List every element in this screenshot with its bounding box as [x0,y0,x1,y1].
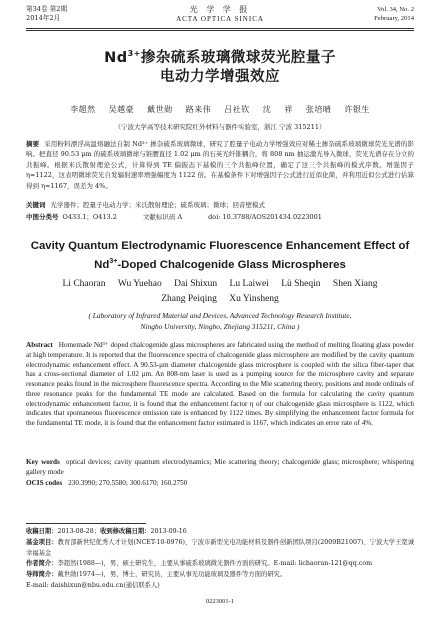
ocis-label: OCIS codes [26,479,63,487]
keywords-cn [26,201,414,210]
abstract-cn-text: 采用粉料漂浮高温熔融法自制 Nd³⁺ 掺杂硫系玻璃微球，研究了腔量子电动力学增强效应对稀土掺杂硫系玻璃微球荧光光谱的影响。把直径 90.53 μm 的硫系玻璃微球与锥腰直径 1.02 μm 的石英光纤锥耦合，将 808 nm 抽运激光导入微球，荧光光谱存在分立的共振峰。根据米氏散射理论公式，计算得到 TE 偏振态下基模的三个共振峰位置，确定了这三个共振峰的模式序数。增强因子 η≈1122，这表明微球荧光自发辐射速率增强幅度为 1122 倍。在基模条件下对增强因子公式进行近似化简，并利用近似公式进行估算得到 η≈1167，误差为 4%。 [26,140,414,190]
keywords-cn-label: 关键词 [26,201,46,209]
title-en-line2: $Nd^{3+}$-Doped Chalcogenide Glass Microspheres [94,258,346,271]
author-name: Li Chaoran [62,279,106,289]
authors-cn: 李超然 吴越豪 戴世勋 路来伟 吕社钦 沈 祥 张培晴 许银生 [70,105,370,114]
keywords-en-text: optical devices; cavity quantum electrodynamics; Mie scattering theory; chalcogenide glass; microsphere; whispering gallery mode [26,458,414,476]
abstract-en [26,341,414,429]
author-name: Wu Yuehao [117,279,162,289]
footnote-fund: 基金项目：教育部新世纪优秀人才计划(NCET-10-0976)、宁波市新型光电功能材料及器件创新团队项目(2009B21007)、宁波大学王宽诚幸福基金 [26,538,415,557]
keywords-en [26,458,414,478]
author-name: Zhang Peiqing [161,293,217,304]
journal-name-cn: 光 学 学 报 [189,5,251,14]
footnote-advisor-email: E-mail: daishixun@nbu.edu.cn(通信联系人) [26,581,160,589]
affiliation-en [26,310,414,332]
title-cn [26,44,414,87]
affiliation-en-line1: ( Laboratory of Infrared Material and Devices, Advanced Technology Research Institute, [88,311,352,320]
abstract-cn-label: 摘要 [26,140,40,148]
class-number: O433.1；O413.2 [62,213,117,221]
affiliation-cn: （宁波大学高等技术研究院红外材料与器件实验室，浙江 宁波 315211） [114,123,326,131]
footnote-dates: 收稿日期：2013-08-28；收到修改稿日期：2013-09-16 [26,528,187,535]
author-name: Dai Shixun [174,279,218,289]
footnote-rule [26,523,146,524]
classification-line [26,213,414,222]
authors-en-line1 [26,277,414,292]
header-right [374,5,414,23]
abstract-en-label: Abstract [26,341,53,349]
journal-name-en: ACTA OPTICA SINICA [176,15,264,23]
document-code: 文献标识码 A [142,213,183,221]
keywords-en-label: Key words [26,458,60,466]
ocis-values: 230.3990; 270.5580; 300.6170; 160.2750 [68,479,188,487]
running-header [26,5,414,27]
title-cn-line2: 电动力学增强效应 [160,68,280,85]
doi: doi: 10.3788/AOS201434.0223001 [208,213,322,221]
volume-issue-cn: 第34卷 第2期 [26,5,68,13]
footnote-author: 作者简介：李超然(1988—)，男，硕士研究生，主要从事硫系玻璃微光器件方面的研究。E-mail: lichaoran-121@qq.com [26,560,373,568]
date-en: February, 2014 [374,15,414,22]
author-name: Xu Yinsheng [229,293,279,304]
header-rule [26,28,414,31]
footnote-advisor: 导师简介：戴世勋(1974—)，男，博士，研究员，主要从事光功能玻璃及器件等方面的研究。 [26,571,287,579]
abstract-cn [26,139,414,191]
header-center [26,5,414,24]
title-en [26,239,414,273]
keywords-cn-text: 光学器件；腔量子电动力学；米氏散射理论；硫系玻璃；微球；回音壁模式 [50,201,265,209]
author-name: Lü Sheqin [281,279,321,289]
page-number: 0223001-1 [205,598,235,605]
ocis-codes [26,479,414,489]
author-name: Shen Xiang [332,279,378,289]
volume-issue-en: Vol. 34, No. 2 [377,6,414,13]
date-cn: 2014年2月 [26,14,61,22]
affiliation-en-line2: Ningbo University, Ningbo, Zhejiang 315211, China ) [140,322,300,331]
title-cn-line1: $Nd^{3+}$掺杂硫系玻璃微球荧光腔量子 [104,49,336,66]
authors-en-line2 [26,292,414,307]
class-label: 中图分类号 [26,213,59,221]
authors-en [26,277,414,306]
title-en-line1: Cavity Quantum Electrodynamic Fluorescence Enhancement Effect of [30,240,410,252]
footnotes [26,527,414,592]
abstract-en-text: Homemade Nd³⁺ doped chalcogenide glass microspheres are fabricated using the method of melting floating glass powder at high temperature. It is reported that the fluorescence spectra of chalcogenide glass microsphere are modified by the cavity quantum electrodynamic enhancement effect. A 90.53-μm diameter chalcogenide glass microsphere is coupled with the silica fiber-taper that has a cross-sectional diameter of 1.02 μm. An 808-nm laser is used as a pumping source for the microsphere cavity and separate resonance peaks found in the microsphere fluorescence spectra. According to the Mie scattering theory, positions and mode ordinals of three resonance peaks for the fundamental TE mode are calculated. Based on the formula for calculating the cavity quantum electrodynamic enhancement factor, it is found that the enhancement factor η of our chalcogenide glass microsphere is 1122, which indicates that spontaneous fluorescence emission rate is enhanced by 1122 times. By simplifying the enhancement factor formula for the fundamental TE mode, it is found that the enhancement factor estimated is 1167, which indicates an error rate of 4%. [26,341,414,427]
author-name: Lu Laiwei [229,279,269,289]
